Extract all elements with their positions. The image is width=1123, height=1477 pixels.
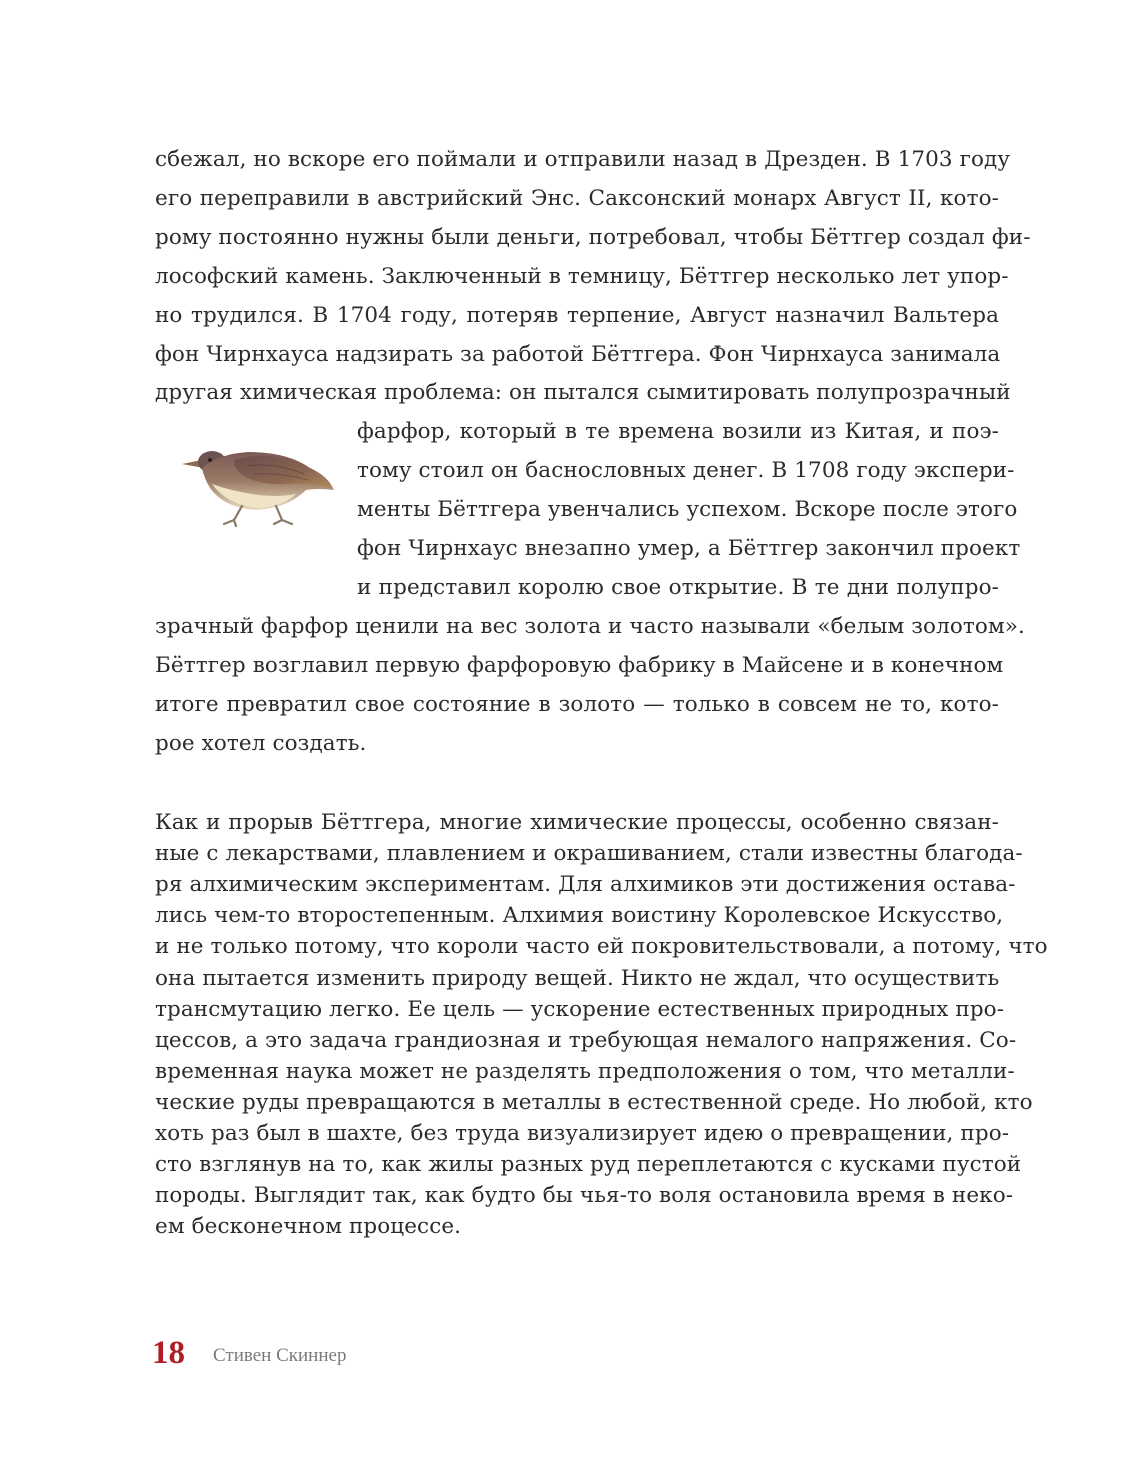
running-footer-author: Стивен Скиннер [213, 1345, 347, 1366]
text-line: хоть раз был в шахте, без труда визуализирует идею о превращении, про- [155, 1121, 1010, 1146]
text-line: но трудился. В 1704 году, потеряв терпение, Август назначил Вальтера [155, 302, 999, 328]
text-line: фон Чирнхаус внезапно умер, а Бёттгер закончил проект [357, 536, 1021, 561]
text-line: менты Бёттгера увенчались успехом. Вскоре после этого [357, 497, 1018, 523]
text-line: Как и прорыв Бёттгера, многие химические процессы, особенно связан- [155, 810, 999, 835]
text-line: она пытается изменить природу вещей. Никто не ждал, что осуществить [155, 965, 1000, 991]
text-line: итоге превратил свое состояние в золото — только в совсем не то, кото- [155, 691, 999, 717]
text-line: ческие руды превращаются в металлы в естественной среде. Но любой, кто [155, 1089, 1033, 1115]
text-line: трансмутацию легко. Ее цель — ускорение естественных природных про- [155, 996, 1005, 1022]
text-line: зрачный фарфор ценили на вес золота и часто называли «белым золотом». [155, 613, 1025, 639]
text-line: и представил королю свое открытие. В те дни полупро- [357, 574, 999, 600]
text-line: сбежал, но вскоре его поймали и отправили назад в Дрезден. В 1703 году [155, 147, 1011, 172]
text-line: лософский камень. Заключенный в темницу, Бёттгер несколько лет упор- [155, 263, 1009, 289]
text-line: его переправили в австрийский Энс. Саксонский монарх Август II, кото- [155, 185, 999, 211]
text-line: тому стоил он баснословных денег. В 1708 году экспери- [357, 458, 1015, 484]
text-line: другая химическая проблема: он пытался сымитировать полупрозрачный [155, 380, 1011, 406]
text-line: и не только потому, что короли часто ей покровительствовали, а потому, что [155, 934, 1048, 960]
text-line: ря алхимическим экспериментам. Для алхимиков эти достижения остава- [155, 872, 1016, 898]
text-line: сто взглянув на то, как жилы разных руд переплетаются с кусками пустой [155, 1152, 1022, 1178]
text-line: временная наука может не разделять предположения о том, что металли- [155, 1058, 1015, 1084]
text-line: цессов, а это задача грандиозная и требующая немалого напряжения. Со- [155, 1027, 1017, 1053]
page-number: 18 [152, 1335, 185, 1371]
text-line: Бёттгер возглавил первую фарфоровую фабрику в Майсене и в конечном [155, 652, 1004, 678]
text-line: ные с лекарствами, плавлением и окрашиванием, стали известны благода- [155, 841, 1023, 867]
text-line: фон Чирнхауса надзирать за работой Бёттгера. Фон Чирнхауса занимала [155, 341, 1001, 367]
text-line: рое хотел создать. [155, 730, 367, 756]
text-line: лись чем-то второстепенным. Алхимия воистину Королевское Искусство, [155, 903, 1004, 929]
text-line: ем бесконечном процессе. [155, 1214, 462, 1240]
text-line: породы. Выглядит так, как будто бы чья-то воля остановила время в неко- [155, 1183, 1014, 1209]
text-line: рому постоянно нужны были деньги, потребовал, чтобы Бёттгер создал фи- [155, 224, 1031, 250]
bird-illustration-icon [178, 438, 336, 528]
text-line: фарфор, который в те времена возили из Китая, и поэ- [357, 419, 999, 445]
